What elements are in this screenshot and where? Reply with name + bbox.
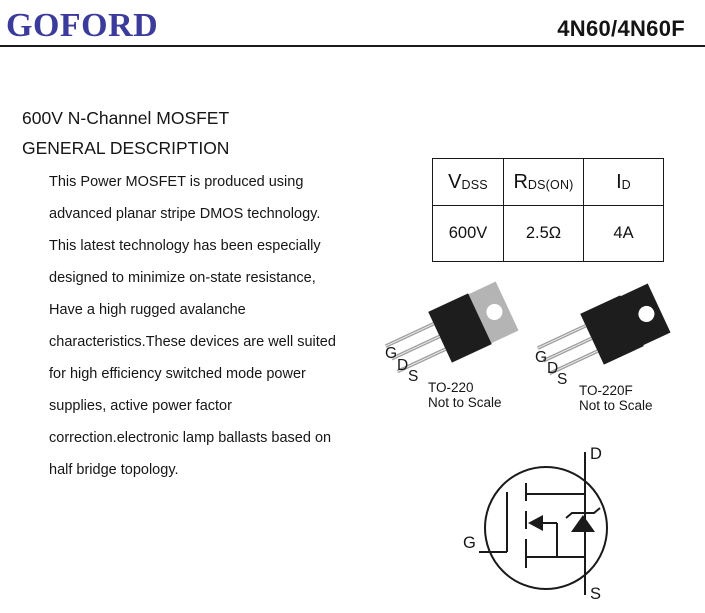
description-line: for high efficiency switched mode power (49, 366, 306, 382)
mosfet-symbol (430, 428, 705, 613)
description-line: supplies, active power factor (49, 398, 232, 414)
package-drawings (370, 280, 705, 420)
symbol-drain-label: D (590, 445, 602, 463)
description-line: characteristics.These devices are well suited (49, 334, 336, 350)
device-subtitle: 600V N-Channel MOSFET (22, 108, 230, 128)
to220f-pin-s-label: S (557, 371, 568, 388)
part-number: 4N60/4N60F (557, 16, 685, 41)
value-id: 4A (584, 206, 664, 262)
description-line: correction.electronic lamp ballasts based on (49, 430, 332, 446)
header-id: ID (584, 159, 664, 206)
header-vdss: VDSS (433, 159, 504, 206)
general-description (49, 166, 336, 486)
value-vdss: 600V (433, 206, 504, 262)
description-line: This Power MOSFET is produced using (49, 174, 304, 190)
header-rdson: RDS(ON) (504, 159, 584, 206)
description-line: Have a high rugged avalanche (49, 302, 246, 318)
to220-name: TO-220 (428, 380, 474, 395)
brand-logo: GOFORD (6, 7, 159, 44)
to220f-scale-note: Not to Scale (579, 398, 653, 413)
description-line: advanced planar stripe DMOS technology. (49, 206, 321, 222)
description-line: designed to minimize on-state resistance, (49, 270, 316, 286)
description-line: This latest technology has been especially (49, 238, 321, 254)
table-value-row (433, 206, 664, 262)
symbol-gate-label: G (463, 534, 476, 552)
body-arrow (528, 515, 543, 531)
description-line: half bridge topology. (49, 462, 179, 478)
to220f-pin-d-label: D (547, 360, 559, 377)
section-title: GENERAL DESCRIPTION (22, 138, 230, 158)
to220-pin-d-label: D (397, 357, 409, 374)
header-divider (0, 45, 705, 47)
to220f-pin-g-label: G (535, 349, 548, 366)
table-header-row (433, 159, 664, 206)
symbol-source-label: S (590, 585, 602, 603)
to220-pin-s-label: S (408, 368, 419, 385)
to220-pin-g-label: G (385, 345, 398, 362)
diode-anode-triangle (571, 515, 595, 532)
key-spec-table (432, 158, 664, 262)
to220-scale-note: Not to Scale (428, 395, 502, 410)
value-rdson: 2.5Ω (504, 206, 584, 262)
to220f-name: TO-220F (579, 383, 633, 398)
